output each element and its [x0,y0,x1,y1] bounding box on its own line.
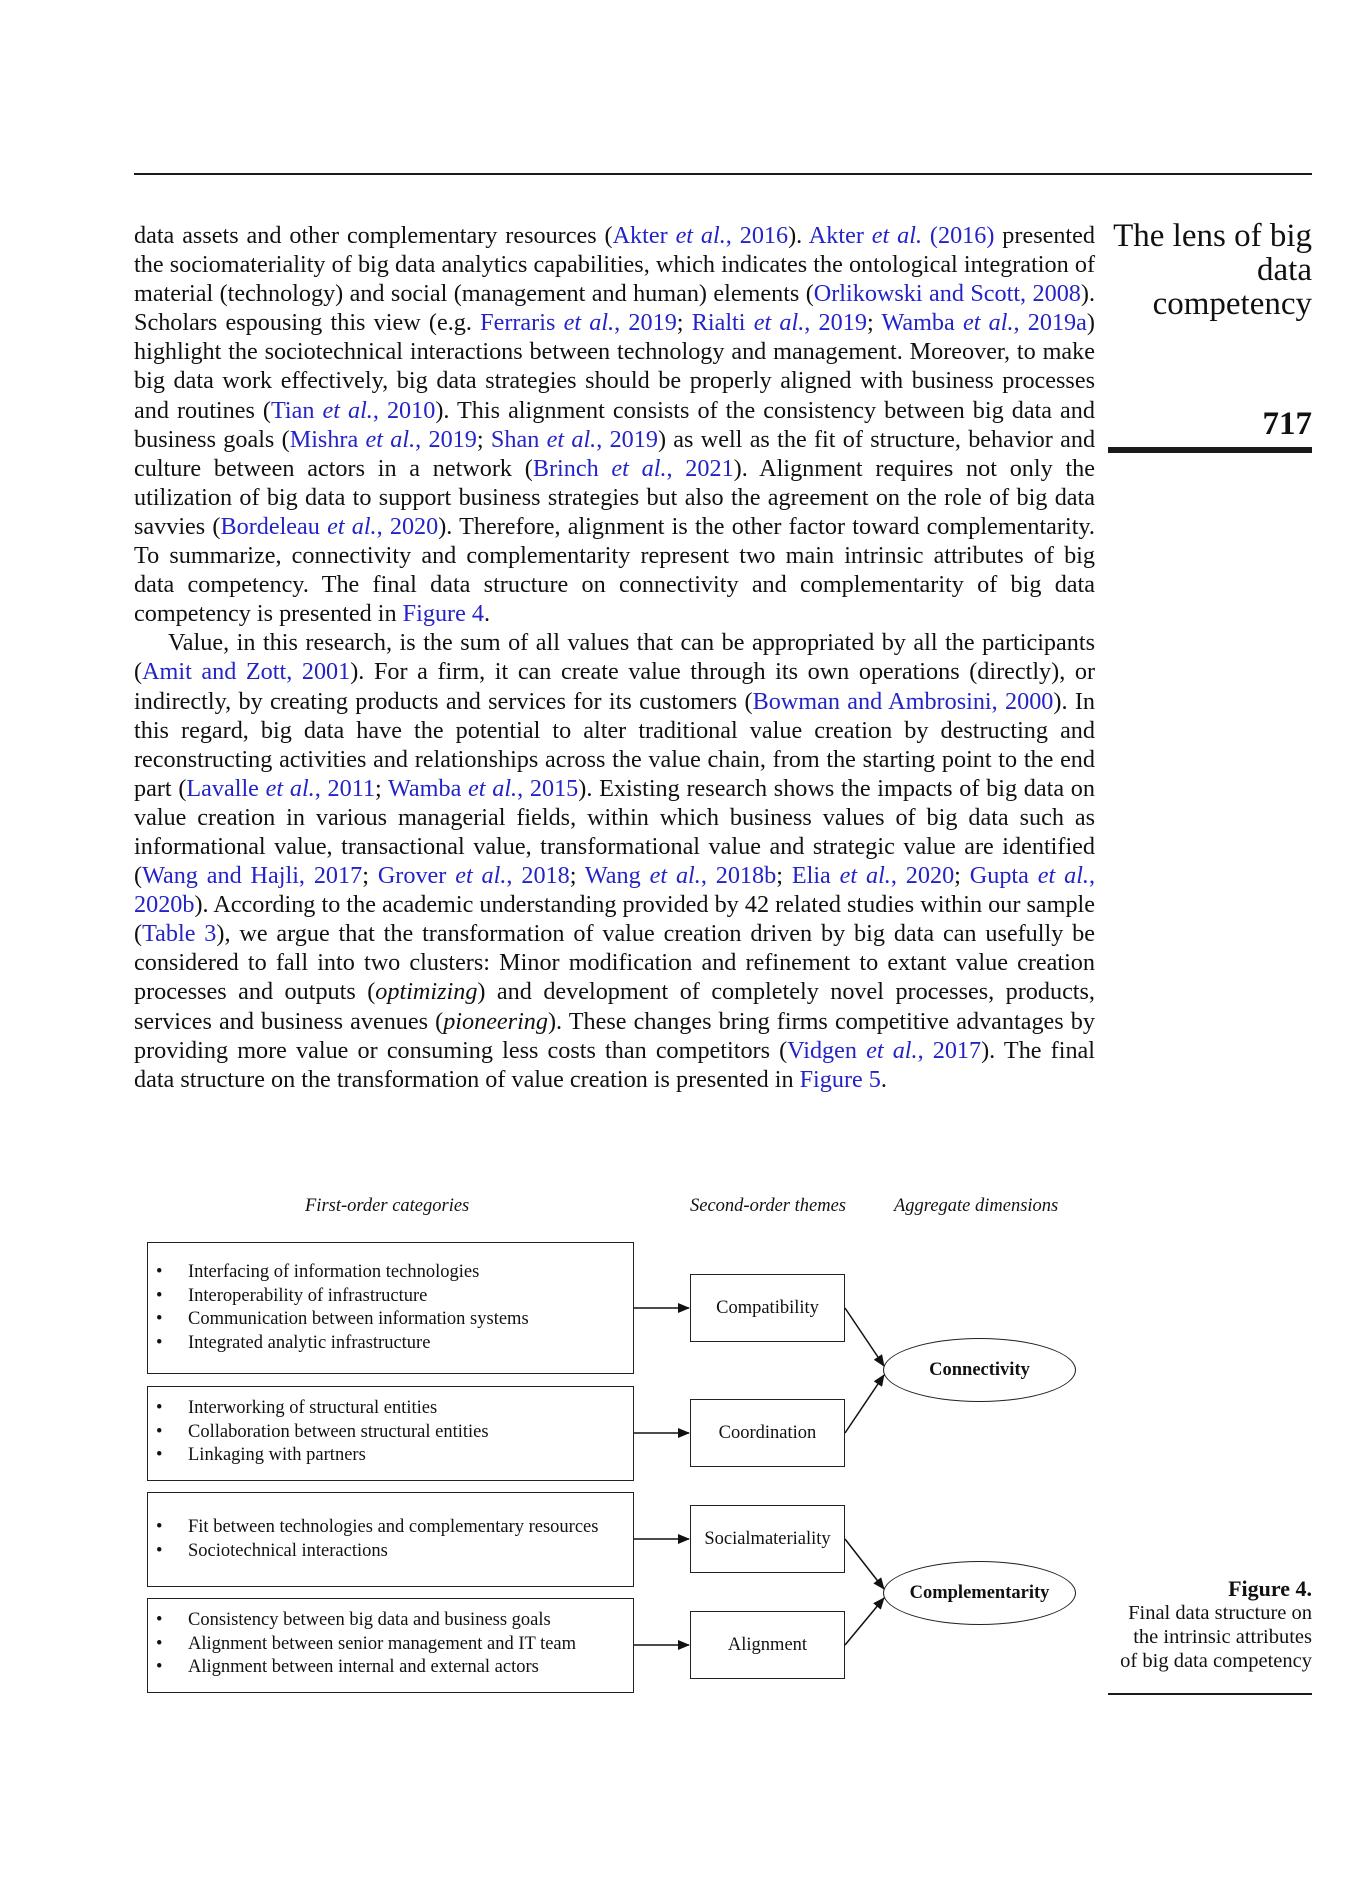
citation-link[interactable]: et al. [871,222,923,249]
running-head-line: competency [1152,286,1312,322]
citation-link[interactable]: Gupta [969,862,1038,890]
citation-link[interactable]: Bordeleau [220,512,328,540]
text-run: ). In this regard, big data have the potential to alter traditional value creation by destructing and reconstructing activities and relationships across the value chain, from the starting point to the end part ( [134,687,1095,802]
header-rule [134,173,1312,175]
theme-coordination: Coordination [690,1399,845,1467]
category-box-4 [147,1598,634,1693]
citation-link[interactable]: Amit and Zott, 2001 [142,658,351,686]
running-head-line: data [1257,252,1312,288]
category-item: • Sociotechnical interactions [188,1540,633,1564]
citation-link[interactable]: (2016) [922,222,995,249]
category-item: • Consistency between big data and business goals [188,1609,633,1633]
page-number: 717 [1262,406,1312,442]
text-run: ; [866,309,882,337]
text-run: ). Existing research shows the impacts of big data on value creation in various managerial fields, within which business values of big data such as informational value, transactional value, transformational value and strategic value are identified ( [134,774,1095,890]
paragraph-2 [134,628,1095,1094]
text-run: ). Scholars espousing this view (e.g. [134,280,1095,337]
citation-link[interactable]: , 2019 [596,425,658,453]
theme-alignment: Alignment [690,1611,845,1679]
category-item: • Interworking of structural entities [188,1397,633,1421]
caption-line: the intrinsic attributes [1133,1626,1312,1648]
citation-link[interactable]: et al. [611,454,667,482]
text-run: ; [362,862,378,890]
citation-link[interactable]: , 2017 [917,1036,982,1064]
citation-link[interactable]: , 2020 [890,862,955,890]
side-rule [1108,447,1312,453]
text-run: Value, in this research, is the sum of all values that can be appropriated by all the participants ( [134,629,1095,686]
citation-link[interactable]: et al. [468,774,518,802]
text-run: ). The final data structure on the transformation of value creation is presented in [134,1036,1095,1093]
citation-link[interactable]: Grover [377,862,456,890]
category-item: • Alignment between internal and external actors [188,1656,633,1680]
text-run: ). For a firm, it can create value through its own operations (directly), or indirectly, by creating products and services for its customers ( [134,658,1095,715]
citation-link[interactable]: Wamba [881,309,963,337]
category-item: • Alignment between senior management and IT team [188,1633,633,1657]
text-run: ; [375,774,389,802]
citation-link[interactable]: Table 3 [142,920,217,948]
text-run: ; [476,425,491,453]
text-run: ; [569,862,585,890]
theme-compatibility: Compatibility [690,1274,845,1342]
category-item: • Interfacing of information technologies [188,1261,633,1285]
category-box-2 [147,1386,634,1481]
category-item: • Collaboration between structural entities [188,1421,633,1445]
citation-link[interactable]: et al. [327,512,377,540]
citation-link[interactable]: Figure 5 [799,1065,881,1093]
text-run: ). Therefore, alignment is the other factor toward complementarity. To summarize, connectivity and complementarity represent two main intrinsic attributes of big data competency. The final data structure on connectivity and complementarity of big data competency is presented in [134,512,1095,628]
arrow-socialmateriality-to-complementarity [845,1539,884,1589]
citation-link[interactable]: Figure 4 [402,600,484,628]
citation-link[interactable]: Akter [612,222,676,249]
citation-link[interactable]: , 2010 [372,396,436,424]
citation-link[interactable]: , 2020 [376,512,439,540]
arrow-compatibility-to-connectivity [845,1308,884,1366]
theme-socialmateriality: Socialmateriality [690,1505,845,1573]
text-run: ). These changes bring firms competitive advantages by providing more value or consuming less costs than competitors ( [134,1007,1095,1064]
category-item: • Linkaging with partners [188,1444,633,1468]
text-run: data assets and other complementary resources ( [134,222,613,249]
citation-link[interactable]: Mishra [289,425,366,453]
category-item: • Interoperability of infrastructure [188,1285,633,1309]
citation-link[interactable]: , 2018 [506,862,570,890]
text-run: ) and development of completely novel processes, products, services and business avenues ( [134,978,1095,1035]
caption-rule [1108,1693,1312,1695]
dimension-complementarity: Complementarity [883,1561,1076,1625]
text-run: ; [776,862,792,890]
text-run: pioneering [443,1007,548,1035]
text-run: ; [676,309,692,337]
category-item: • Integrated analytic infrastructure [188,1332,633,1356]
citation-link[interactable]: et al. [1037,862,1089,890]
citation-link[interactable]: Brinch [532,454,612,482]
citation-link[interactable]: , 2016 [725,222,789,249]
caption-line: Final data structure on [1128,1602,1312,1624]
citation-link[interactable]: , 2021 [666,454,734,482]
citation-link[interactable]: , 2019 [415,425,477,453]
citation-link[interactable]: et al. [962,309,1014,337]
caption-line: of big data competency [1120,1650,1312,1672]
text-run: ). This alignment consists of the consistency between big data and business goals ( [134,396,1095,453]
citation-link[interactable]: Elia [791,862,840,890]
citation-link[interactable]: Orlikowski and Scott, 2008 [813,280,1081,308]
column-header-second-order: Second-order themes [690,1196,847,1216]
arrow-alignment-to-complementarity [845,1598,884,1645]
citation-link[interactable]: et al. [322,396,373,424]
citation-link[interactable]: , 2020b [134,862,1096,919]
paragraph-1 [134,221,1095,628]
citation-link[interactable]: , 2015 [517,774,579,802]
citation-link[interactable]: Wamba [388,774,469,802]
citation-link[interactable]: et al. [866,1036,918,1064]
text-run: ). [788,222,809,249]
figure-label: Figure 4. [1228,1576,1312,1601]
text-run: ), we argue that the transformation of value creation driven by big data can usefully be considered to fall into two clusters: Minor modification and refinement to extant value creation processes and outputs ( [134,920,1095,1006]
citation-link[interactable]: Wang [584,862,650,890]
running-head [1100,219,1312,321]
citation-link[interactable]: et al. [265,774,315,802]
citation-link[interactable]: et al. [649,862,701,890]
citation-link[interactable]: et al. [365,425,416,453]
text-run: ) highlight the sociotechnical interactions between technology and management. Moreover, to make big data work effectively, big data strategies should be properly aligned with business processes and routines ( [134,309,1095,424]
citation-link[interactable]: Bowman and Ambrosini, 2000 [752,687,1054,715]
citation-link[interactable]: et al. [563,309,615,337]
citation-link[interactable]: et al. [675,222,726,249]
citation-link[interactable]: Wang and Hajli, 2017 [142,862,363,890]
column-header-aggregate: Aggregate dimensions [894,1196,1059,1216]
citation-link[interactable]: Tian [270,396,323,424]
body-text [134,221,1095,1094]
category-item: • Communication between information systems [188,1308,633,1332]
text-run: ) as well as the fit of structure, behavior and culture between actors in a network ( [134,425,1096,482]
citation-link[interactable]: Akter [808,222,872,249]
text-run: ; [954,862,970,890]
citation-link[interactable]: , 2011 [314,774,375,802]
running-head-line: The lens of big [1113,218,1312,254]
category-item: • Fit between technologies and complementary resources [188,1516,633,1540]
figure-caption [1095,1577,1312,1673]
category-box-1 [147,1242,634,1374]
text-run: ). According to the academic understanding provided by 42 related studies within our sample ( [134,891,1095,948]
citation-link[interactable]: et al. [753,309,805,337]
citation-link[interactable]: , 2019 [614,309,677,337]
text-run: optimizing [375,978,478,1006]
text-run: . [880,1065,887,1093]
citation-link[interactable]: Lavalle [186,774,266,802]
text-run: . [483,600,491,628]
citation-link[interactable]: , 2019 [804,309,867,337]
category-box-3 [147,1492,634,1587]
citation-link[interactable]: Vidgen [787,1036,867,1064]
citation-link[interactable]: et al. [455,862,507,890]
dimension-connectivity: Connectivity [883,1338,1076,1402]
arrow-coordination-to-connectivity [845,1375,884,1433]
text-run: presented the sociomateriality of big data analytics capabilities, which indicates the ontological integration of material (technology) and social (management and human) elements ( [134,222,1095,308]
citation-link[interactable]: , 2018b [700,862,777,890]
citation-link[interactable]: Rialti [691,309,754,337]
citation-link[interactable]: Shan [490,425,547,453]
citation-link[interactable]: et al. [839,862,891,890]
column-header-first-order: First-order categories [305,1196,470,1216]
text-run: ). Alignment requires not only the utilization of big data to support business strategies but also the agreement on the role of big data savvies ( [134,454,1095,540]
citation-link[interactable]: et al. [546,425,597,453]
citation-link[interactable]: , 2019a [1013,309,1087,337]
citation-link[interactable]: Ferraris [480,309,564,337]
